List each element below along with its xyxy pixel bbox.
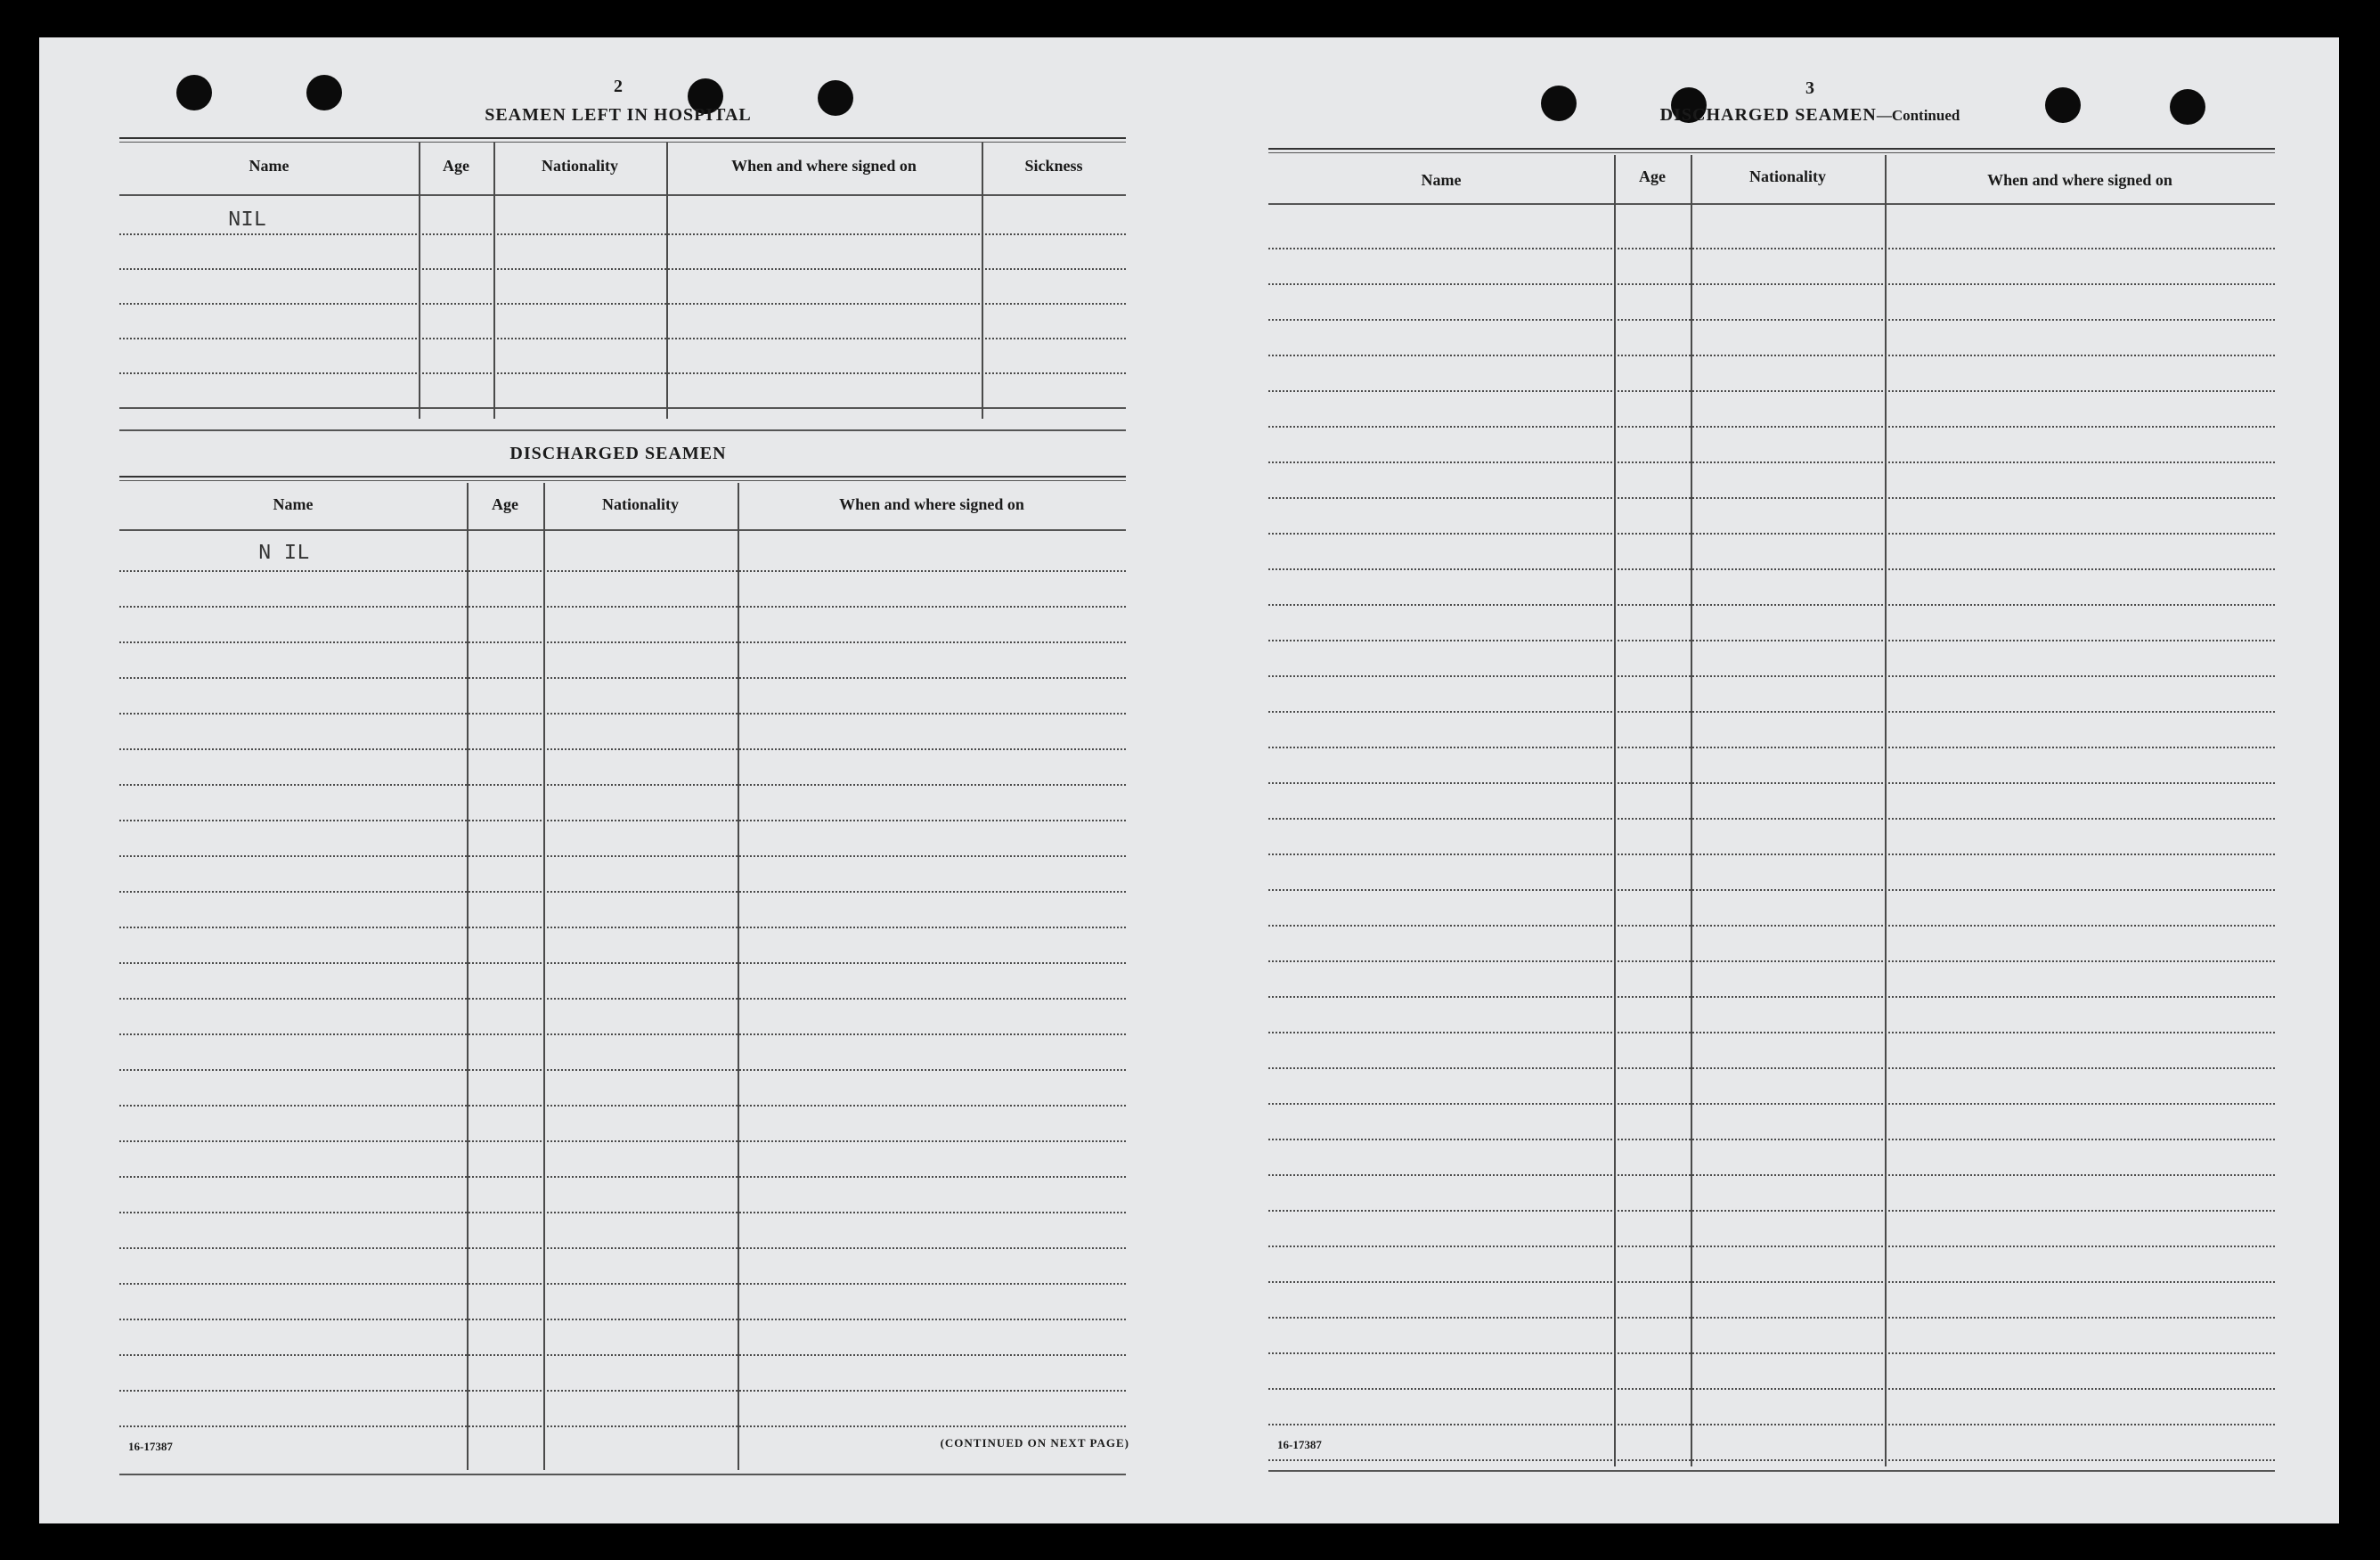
column-divider bbox=[666, 143, 668, 419]
row-rule bbox=[119, 303, 1126, 305]
row-rule bbox=[119, 606, 1126, 608]
row-rule bbox=[1268, 1246, 2275, 1247]
column-header-age: Age bbox=[1639, 167, 1666, 185]
header-rule bbox=[119, 194, 1126, 196]
row-rule bbox=[119, 784, 1126, 786]
punch-hole bbox=[2170, 89, 2205, 125]
row-rule bbox=[1268, 533, 2275, 535]
table-top-rule bbox=[1268, 148, 2275, 150]
row-rule bbox=[119, 748, 1126, 750]
punch-hole bbox=[176, 75, 212, 110]
row-rule bbox=[119, 927, 1126, 928]
row-rule bbox=[1268, 818, 2275, 820]
row-rule bbox=[119, 1390, 1126, 1392]
row-rule bbox=[1268, 1032, 2275, 1033]
column-divider bbox=[543, 483, 545, 1470]
row-rule bbox=[1268, 640, 2275, 641]
table-top-rule bbox=[119, 137, 1126, 139]
row-rule bbox=[1268, 711, 2275, 713]
form-number: 16-17387 bbox=[128, 1440, 173, 1453]
row-rule bbox=[1268, 283, 2275, 285]
row-rule bbox=[119, 372, 1126, 374]
hospital-entry: NIL bbox=[228, 208, 267, 233]
row-rule bbox=[1268, 1210, 2275, 1212]
column-header-signed-on: When and where signed on bbox=[731, 157, 917, 175]
row-rule bbox=[1268, 604, 2275, 606]
row-rule bbox=[119, 1354, 1126, 1356]
discharged-entry: N IL bbox=[258, 542, 310, 566]
column-divider bbox=[982, 143, 983, 419]
table-top-rule bbox=[119, 476, 1126, 478]
row-rule bbox=[1268, 889, 2275, 891]
row-rule bbox=[119, 962, 1126, 964]
column-header-age: Age bbox=[492, 495, 518, 513]
title-text: DISCHARGED SEAMEN bbox=[1659, 105, 1877, 125]
row-rule bbox=[119, 713, 1126, 715]
row-rule bbox=[1268, 497, 2275, 499]
row-rule bbox=[1268, 1388, 2275, 1390]
row-rule bbox=[1268, 1352, 2275, 1354]
table-bottom-rule bbox=[119, 1474, 1126, 1475]
row-rule bbox=[1268, 355, 2275, 356]
column-header-nationality: Nationality bbox=[601, 495, 679, 513]
column-header-name: Name bbox=[249, 157, 289, 175]
header-rule bbox=[1268, 203, 2275, 205]
row-rule bbox=[1268, 426, 2275, 428]
row-rule bbox=[1268, 1139, 2275, 1140]
row-rule bbox=[119, 1425, 1126, 1427]
row-rule bbox=[1268, 675, 2275, 677]
column-header-age: Age bbox=[443, 157, 469, 175]
continued-note: (CONTINUED ON NEXT PAGE) bbox=[940, 1436, 1129, 1450]
document-sheet bbox=[39, 37, 2339, 1523]
row-rule bbox=[119, 1212, 1126, 1213]
row-rule bbox=[119, 1033, 1126, 1035]
row-rule bbox=[1268, 747, 2275, 748]
column-divider bbox=[467, 483, 469, 1470]
table-bottom-rule bbox=[119, 429, 1126, 431]
column-header-signed-on: When and where signed on bbox=[839, 495, 1024, 513]
row-rule bbox=[1268, 782, 2275, 784]
column-header-signed-on: When and where signed on bbox=[1987, 171, 2172, 189]
row-rule bbox=[1268, 390, 2275, 392]
row-rule bbox=[119, 820, 1126, 821]
column-header-sickness: Sickness bbox=[1024, 157, 1083, 175]
column-divider bbox=[493, 143, 495, 419]
row-rule bbox=[1268, 1424, 2275, 1425]
column-header-nationality: Nationality bbox=[541, 157, 618, 175]
column-divider bbox=[738, 483, 739, 1470]
column-divider bbox=[1614, 155, 1616, 1466]
row-rule bbox=[119, 268, 1126, 270]
page-number: 2 bbox=[614, 77, 623, 96]
column-divider bbox=[1885, 155, 1887, 1466]
row-rule bbox=[119, 1283, 1126, 1285]
row-rule bbox=[119, 1319, 1126, 1320]
section-title-discharged: DISCHARGED SEAMEN bbox=[509, 444, 727, 463]
punch-hole bbox=[306, 75, 342, 110]
row-rule bbox=[1268, 960, 2275, 962]
row-rule bbox=[1268, 461, 2275, 463]
header-rule bbox=[119, 529, 1126, 531]
row-rule bbox=[119, 233, 1126, 235]
row-rule bbox=[1268, 1281, 2275, 1283]
section-title-discharged-continued bbox=[1543, 105, 2077, 126]
row-rule bbox=[1268, 1103, 2275, 1105]
row-rule bbox=[119, 1140, 1126, 1142]
row-rule bbox=[1268, 1067, 2275, 1069]
column-header-name: Name bbox=[273, 495, 314, 513]
row-rule bbox=[1268, 1174, 2275, 1176]
row-rule bbox=[1268, 568, 2275, 570]
row-rule bbox=[119, 1176, 1126, 1178]
row-rule bbox=[1268, 248, 2275, 249]
row-rule bbox=[119, 570, 1126, 572]
row-rule bbox=[119, 677, 1126, 679]
column-divider bbox=[1691, 155, 1692, 1466]
title-suffix: —Continued bbox=[1876, 107, 1960, 124]
row-rule bbox=[119, 1247, 1126, 1249]
row-rule bbox=[1268, 1317, 2275, 1319]
row-rule bbox=[1268, 854, 2275, 855]
row-rule bbox=[119, 338, 1126, 339]
page-number: 3 bbox=[1805, 78, 1814, 98]
row-rule bbox=[119, 855, 1126, 857]
row-rule bbox=[1268, 996, 2275, 998]
row-rule bbox=[119, 641, 1126, 643]
column-header-nationality: Nationality bbox=[1748, 167, 1826, 185]
row-rule bbox=[1268, 925, 2275, 927]
row-rule bbox=[119, 891, 1126, 893]
row-rule bbox=[119, 998, 1126, 1000]
row-rule bbox=[119, 1105, 1126, 1107]
row-rule bbox=[119, 1069, 1126, 1071]
column-divider bbox=[419, 143, 420, 419]
section-title-hospital: SEAMEN LEFT IN HOSPITAL bbox=[485, 105, 752, 125]
row-rule bbox=[1268, 319, 2275, 321]
row-rule bbox=[119, 407, 1126, 409]
row-rule bbox=[1268, 1459, 2275, 1461]
form-number: 16-17387 bbox=[1277, 1438, 1322, 1451]
table-bottom-rule bbox=[1268, 1470, 2275, 1472]
column-header-name: Name bbox=[1421, 171, 1462, 189]
